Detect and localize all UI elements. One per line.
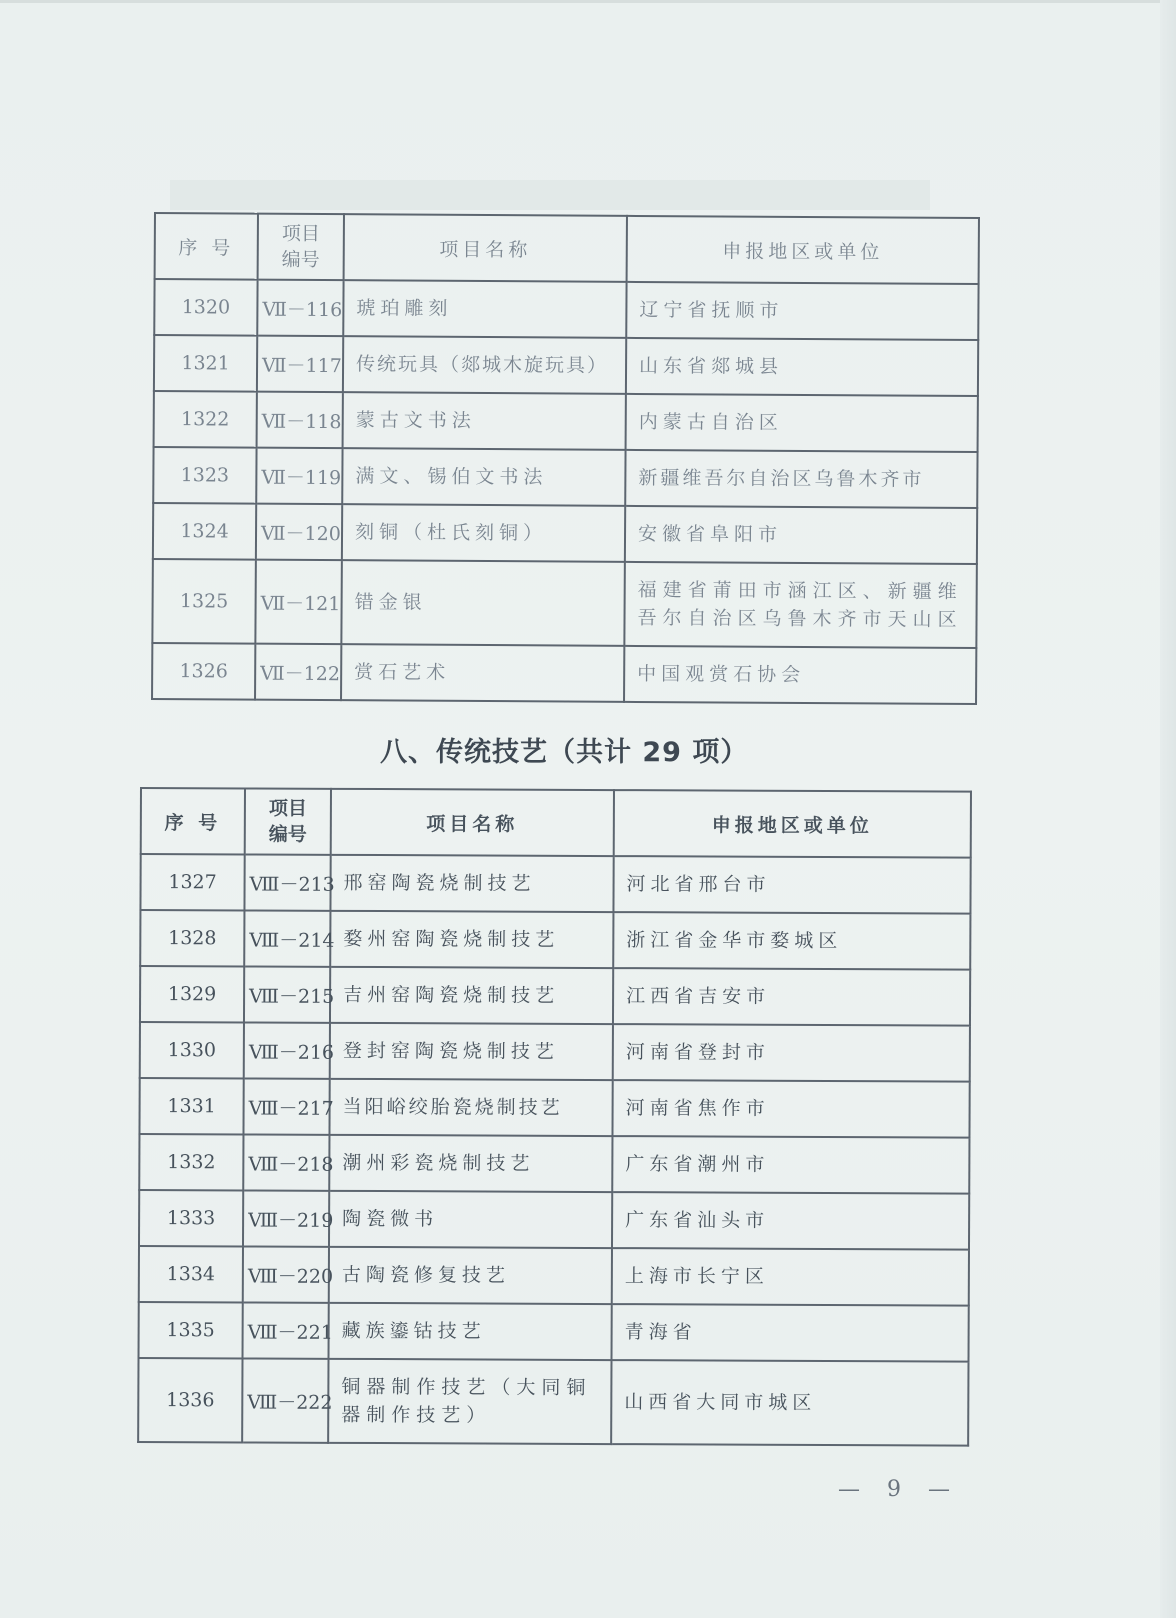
row-name: 赏石艺术 bbox=[341, 644, 624, 702]
row-code: Ⅷ－221 bbox=[243, 1302, 329, 1358]
table-row bbox=[139, 1302, 969, 1362]
row-code: Ⅷ－214 bbox=[244, 910, 330, 966]
row-name: 铜器制作技艺（大同铜器制作技艺） bbox=[328, 1359, 611, 1444]
row-seq: 1320 bbox=[154, 279, 257, 336]
row-code: Ⅷ－215 bbox=[244, 966, 330, 1022]
row-seq: 1323 bbox=[153, 447, 256, 504]
row-region: 山西省大同市城区 bbox=[611, 1360, 968, 1446]
row-code: Ⅶ－121 bbox=[255, 560, 342, 645]
table-row bbox=[140, 910, 970, 970]
row-code: Ⅶ－122 bbox=[255, 644, 341, 701]
row-seq: 1321 bbox=[154, 335, 257, 392]
row-seq: 1336 bbox=[138, 1358, 242, 1442]
row-name: 古陶瓷修复技艺 bbox=[329, 1247, 612, 1304]
table-row bbox=[139, 1190, 969, 1250]
header-code: 项目 编号 bbox=[245, 788, 331, 854]
header-name: 项目名称 bbox=[344, 214, 627, 282]
row-seq: 1329 bbox=[140, 966, 244, 1022]
table-row bbox=[152, 559, 976, 648]
header-region: 申报地区或单位 bbox=[614, 790, 971, 858]
row-seq: 1334 bbox=[139, 1246, 243, 1302]
row-region: 河南省登封市 bbox=[613, 1024, 970, 1082]
table-row bbox=[139, 1078, 969, 1138]
table-row bbox=[138, 1358, 968, 1446]
section-title: 八、传统技艺（共计 29 项） bbox=[380, 737, 749, 768]
table-bottom bbox=[137, 787, 972, 1447]
page-top-edge bbox=[0, 0, 1176, 3]
row-code: Ⅷ－220 bbox=[243, 1246, 329, 1302]
row-region: 上海市长宁区 bbox=[612, 1248, 969, 1306]
row-region: 中国观赏石协会 bbox=[624, 646, 976, 704]
row-code: Ⅷ－213 bbox=[244, 854, 330, 910]
row-region: 广东省汕头市 bbox=[612, 1192, 969, 1250]
row-code: Ⅶ－117 bbox=[257, 336, 343, 393]
row-region: 山东省郯城县 bbox=[626, 338, 978, 396]
page-number: — 9 — bbox=[838, 1477, 960, 1502]
row-region: 辽宁省抚顺市 bbox=[626, 282, 978, 340]
row-code: Ⅷ－222 bbox=[242, 1358, 328, 1442]
table-row bbox=[139, 1246, 969, 1306]
row-code: Ⅷ－218 bbox=[243, 1134, 329, 1190]
row-seq: 1335 bbox=[139, 1302, 243, 1358]
table-row bbox=[140, 1022, 970, 1082]
header-code: 项目 编号 bbox=[258, 214, 344, 281]
row-code: Ⅶ－119 bbox=[256, 448, 342, 505]
row-seq: 1328 bbox=[140, 910, 244, 966]
row-region: 江西省吉安市 bbox=[613, 968, 970, 1026]
row-name: 吉州窑陶瓷烧制技艺 bbox=[330, 967, 613, 1024]
bleed-through-shadow bbox=[170, 180, 930, 210]
row-name: 陶瓷微书 bbox=[329, 1191, 612, 1248]
table-row bbox=[139, 1134, 969, 1194]
row-seq: 1326 bbox=[152, 643, 255, 700]
row-code: Ⅷ－217 bbox=[243, 1078, 329, 1134]
row-name: 刻铜（杜氏刻铜） bbox=[342, 504, 625, 562]
table-row bbox=[154, 391, 978, 452]
row-name: 登封窑陶瓷烧制技艺 bbox=[330, 1023, 613, 1080]
table-row bbox=[153, 503, 977, 564]
page-right-edge bbox=[1160, 0, 1176, 1618]
row-code: Ⅶ－116 bbox=[257, 280, 343, 337]
table-bottom-header-row bbox=[141, 788, 971, 858]
row-name: 当阳峪绞胎瓷烧制技艺 bbox=[329, 1079, 612, 1136]
row-code: Ⅶ－120 bbox=[256, 504, 342, 561]
row-region: 安徽省阜阳市 bbox=[625, 506, 977, 564]
row-code: Ⅷ－219 bbox=[243, 1190, 329, 1246]
header-region: 申报地区或单位 bbox=[627, 216, 979, 284]
row-seq: 1331 bbox=[139, 1078, 243, 1134]
row-seq: 1324 bbox=[153, 503, 256, 560]
header-seq: 序 号 bbox=[155, 213, 258, 280]
row-region: 浙江省金华市婺城区 bbox=[613, 912, 970, 970]
row-name: 蒙古文书法 bbox=[343, 392, 626, 450]
row-seq: 1330 bbox=[140, 1022, 244, 1078]
row-seq: 1322 bbox=[154, 391, 257, 448]
row-code: Ⅷ－216 bbox=[244, 1022, 330, 1078]
table-row bbox=[153, 447, 977, 508]
row-region: 内蒙古自治区 bbox=[626, 394, 978, 452]
header-seq: 序 号 bbox=[141, 788, 245, 854]
row-region: 广东省潮州市 bbox=[612, 1136, 969, 1194]
row-name: 邢窑陶瓷烧制技艺 bbox=[330, 855, 613, 912]
header-name: 项目名称 bbox=[331, 789, 614, 856]
table-row bbox=[152, 643, 976, 704]
row-name: 传统玩具（郯城木旋玩具） bbox=[343, 336, 626, 394]
row-name: 琥珀雕刻 bbox=[343, 280, 626, 338]
table-top-header-row bbox=[155, 213, 979, 284]
row-name: 婺州窑陶瓷烧制技艺 bbox=[330, 911, 613, 968]
table-top bbox=[151, 212, 980, 705]
row-seq: 1333 bbox=[139, 1190, 243, 1246]
row-name: 错金银 bbox=[341, 560, 625, 646]
row-region: 福建省莆田市涵江区、新疆维吾尔自治区乌鲁木齐市天山区 bbox=[624, 562, 977, 648]
row-name: 满文、锡伯文书法 bbox=[342, 448, 625, 506]
row-name: 藏族鎏钴技艺 bbox=[329, 1303, 612, 1360]
row-region: 河北省邢台市 bbox=[613, 856, 970, 914]
table-row bbox=[154, 279, 978, 340]
row-region: 新疆维吾尔自治区乌鲁木齐市 bbox=[625, 450, 977, 508]
row-seq: 1325 bbox=[152, 559, 256, 644]
row-region: 青海省 bbox=[612, 1304, 969, 1362]
row-name: 潮州彩瓷烧制技艺 bbox=[329, 1135, 612, 1192]
table-row bbox=[140, 966, 970, 1026]
row-seq: 1327 bbox=[140, 854, 244, 910]
row-code: Ⅶ－118 bbox=[257, 392, 343, 449]
row-region: 河南省焦作市 bbox=[612, 1080, 969, 1138]
row-seq: 1332 bbox=[139, 1134, 243, 1190]
table-row bbox=[154, 335, 978, 396]
table-row bbox=[140, 854, 970, 914]
